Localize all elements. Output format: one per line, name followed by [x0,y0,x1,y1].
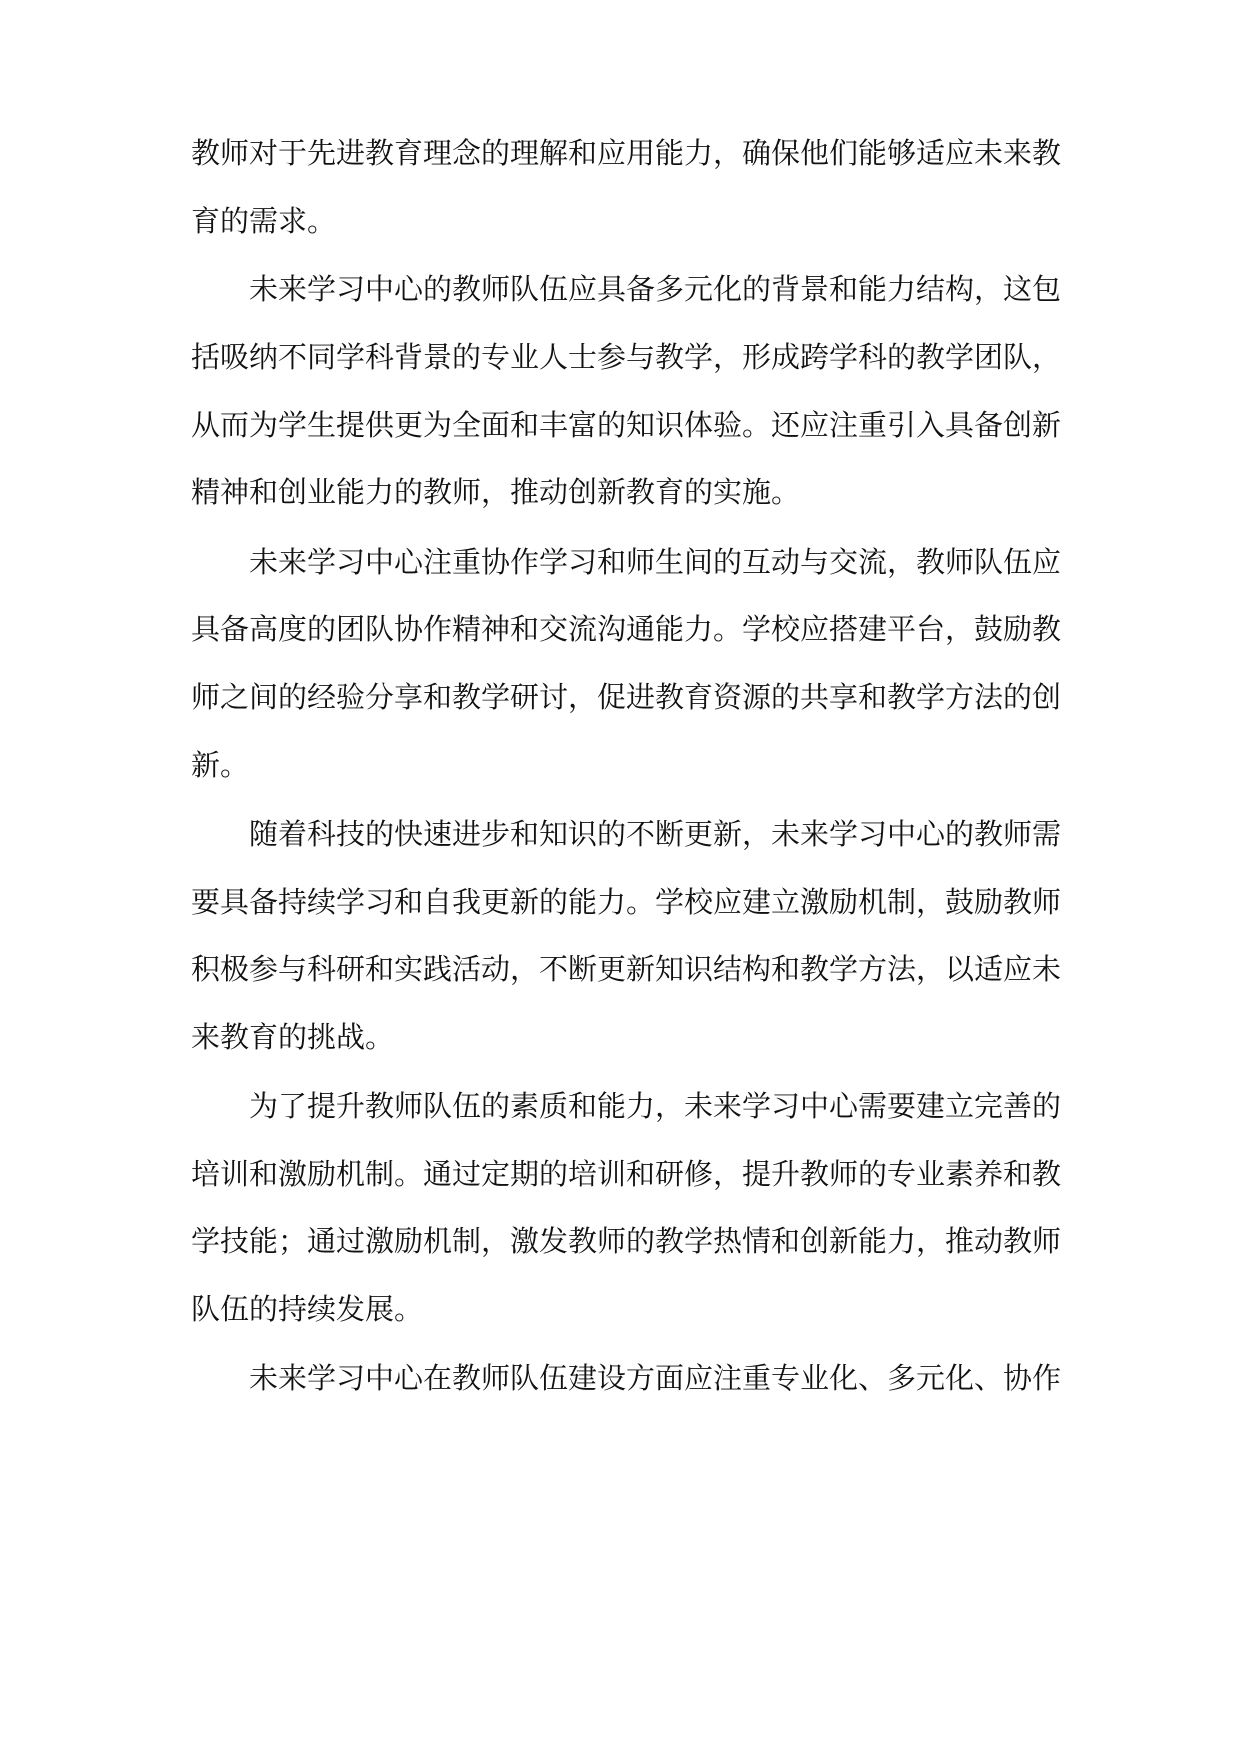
text-line: 要具备持续学习和自我更新的能力。学校应建立激励机制，鼓励教师 [191,885,1062,919]
text-line: 未来学习中心的教师队伍应具备多元化的背景和能力结构，这包 [249,272,1062,306]
text-line: 为了提升教师队伍的素质和能力，未来学习中心需要建立完善的 [249,1089,1062,1123]
text-line: 未来学习中心注重协作学习和师生间的互动与交流，教师队伍应 [249,545,1062,579]
text-line: 新。 [191,748,250,782]
text-line: 学技能；通过激励机制，激发教师的教学热情和创新能力，推动教师 [191,1224,1062,1258]
text-line: 育的需求。 [191,204,337,238]
text-line: 具备高度的团队协作精神和交流沟通能力。学校应搭建平台，鼓励教 [191,612,1062,646]
text-line: 积极参与科研和实践活动，不断更新知识结构和教学方法，以适应未 [191,952,1062,986]
text-line: 培训和激励机制。通过定期的培训和研修，提升教师的专业素养和教 [191,1157,1062,1191]
text-line: 未来学习中心在教师队伍建设方面应注重专业化、多元化、协作 [249,1361,1062,1395]
text-line: 精神和创业能力的教师，推动创新教育的实施。 [191,475,801,509]
text-line: 来教育的挑战。 [191,1020,395,1054]
text-line: 从而为学生提供更为全面和丰富的知识体验。还应注重引入具备创新 [191,408,1062,442]
text-line: 队伍的持续发展。 [191,1292,424,1326]
text-line: 教师对于先进教育理念的理解和应用能力，确保他们能够适应未来教 [191,136,1062,170]
text-line: 随着科技的快速进步和知识的不断更新，未来学习中心的教师需 [249,817,1062,851]
text-line: 括吸纳不同学科背景的专业人士参与教学，形成跨学科的教学团队， [191,340,1062,374]
text-line: 师之间的经验分享和教学研讨，促进教育资源的共享和教学方法的创 [191,680,1062,714]
